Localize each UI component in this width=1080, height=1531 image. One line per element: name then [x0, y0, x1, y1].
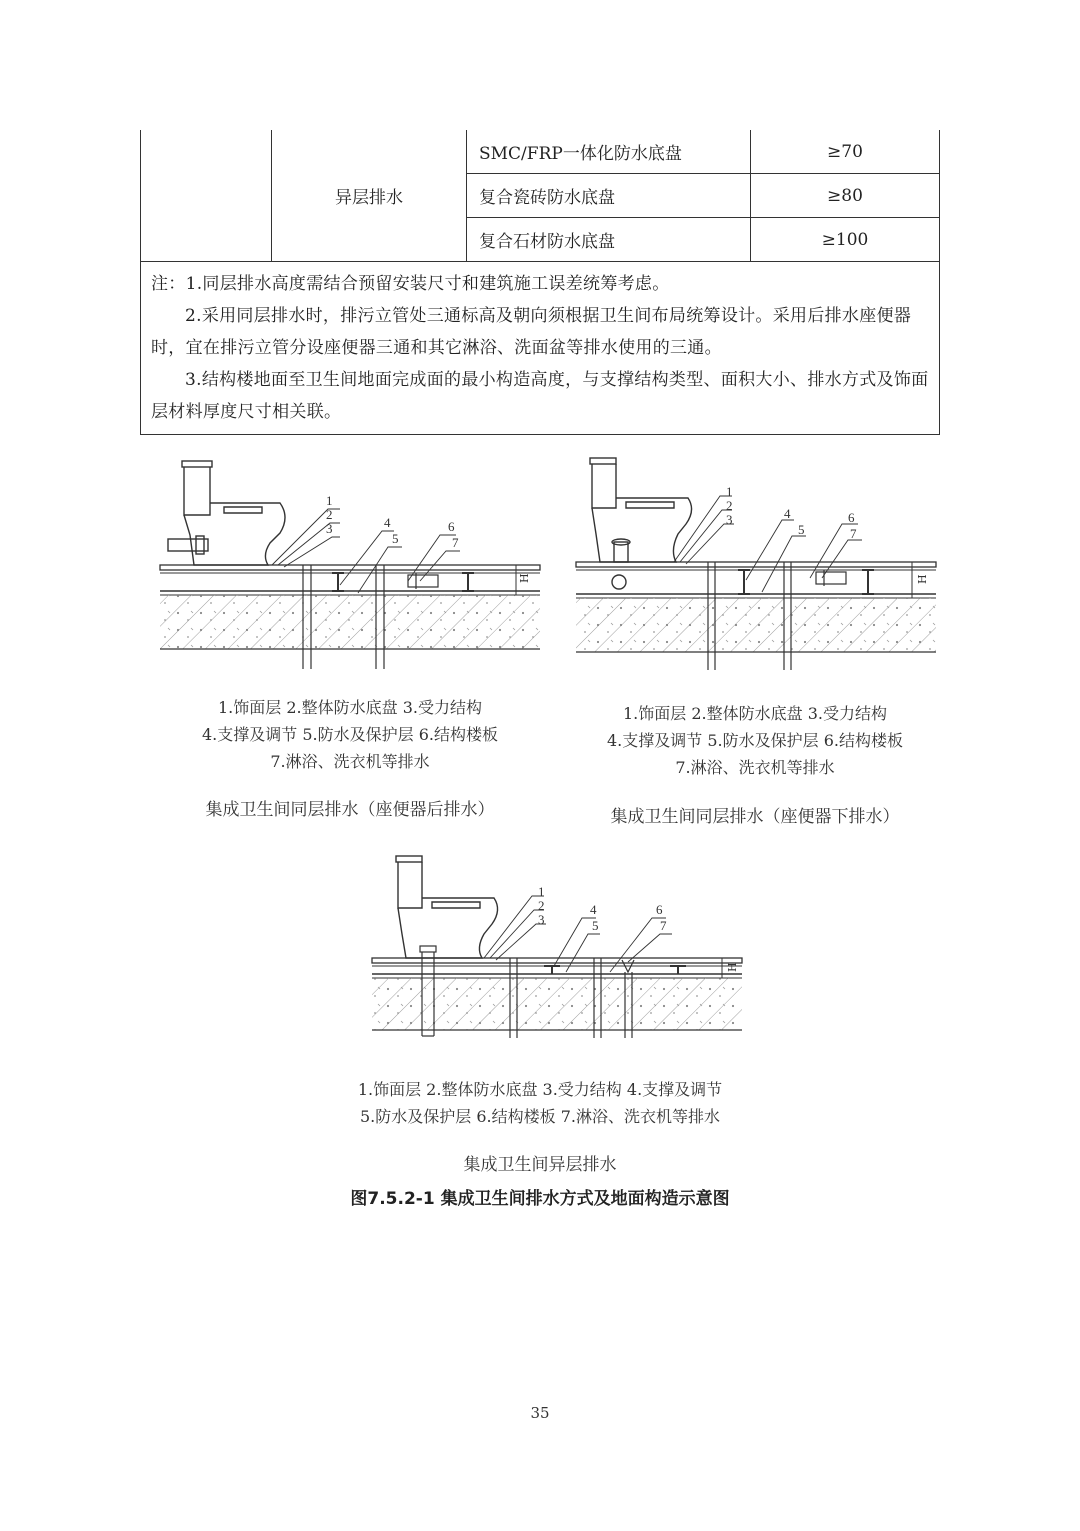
legend-line: 1.饰面层 2.整体防水底盘 3.受力结构 4.支撑及调节: [357, 1080, 723, 1099]
note-2: 2.采用同层排水时，排污立管处三通标高及朝向须根据卫生间布局统筹设计。采用后排水座便器时，宜在排污立管分设座便器三通和其它淋浴、洗面盆等排水使用的三通。: [151, 306, 912, 358]
legend-line: 4.支撑及调节 5.防水及保护层 6.结构楼板: [607, 731, 903, 750]
toilet-drawing: [168, 461, 285, 565]
height-value-cell: ≥100: [751, 218, 940, 262]
callout-6: 6: [848, 510, 855, 525]
callout-4: 4: [784, 506, 791, 521]
fig3-legend: [270, 1076, 810, 1130]
legend-line: 7.淋浴、洗衣机等排水: [270, 752, 430, 771]
page-number: 35: [530, 1404, 550, 1422]
height-label: H: [916, 574, 929, 584]
callout-1: 1: [538, 884, 545, 899]
callout-5: 5: [798, 522, 805, 537]
callout-7: 7: [850, 526, 857, 541]
height-label: H: [518, 573, 531, 583]
callout-1: 1: [326, 493, 333, 508]
figure-same-floor-bottom-drain: [570, 450, 950, 675]
legend-line: 1.饰面层 2.整体防水底盘 3.受力结构: [218, 698, 482, 717]
figure-title: 图7.5.2-1 集成卫生间排水方式及地面构造示意图: [350, 1189, 730, 1209]
fig2-caption: 集成卫生间同层排水（座便器下排水）: [610, 807, 900, 827]
callout-4: 4: [590, 902, 597, 917]
callout-5: 5: [592, 918, 599, 933]
callout-2: 2: [326, 507, 333, 522]
material-cell: 复合瓷砖防水底盘: [467, 174, 751, 218]
legend-line: 5.防水及保护层 6.结构楼板 7.淋浴、洗衣机等排水: [360, 1107, 720, 1126]
callout-3: 3: [538, 912, 545, 927]
fig1-legend: [140, 694, 560, 775]
callout-6: 6: [448, 519, 455, 534]
table-row: [141, 130, 940, 174]
callout-3: 3: [326, 521, 333, 536]
fig1-caption: 集成卫生间同层排水（座便器后排水）: [205, 800, 495, 820]
height-value-cell: ≥80: [751, 174, 940, 218]
callout-7: 7: [452, 535, 459, 550]
height-value-cell: ≥70: [751, 130, 940, 174]
drainage-height-table: [140, 130, 940, 435]
material-cell: 复合石材防水底盘: [467, 218, 751, 262]
callout-4: 4: [384, 515, 391, 530]
height-label: H: [726, 962, 739, 972]
legend-line: 4.支撑及调节 5.防水及保护层 6.结构楼板: [202, 725, 498, 744]
material-cell: SMC/FRP一体化防水底盘: [467, 130, 751, 174]
toilet-drawing: [590, 458, 692, 589]
table-notes: [141, 262, 940, 435]
fig3-caption: 集成卫生间异层排水: [463, 1155, 617, 1175]
note-3: 3.结构楼地面至卫生间地面完成面的最小构造高度，与支撑结构类型、面积大小、排水方式及饰面层材料厚度尺寸相关联。: [151, 370, 929, 422]
callout-6: 6: [656, 902, 663, 917]
callout-1: 1: [726, 484, 733, 499]
table-blank-cell: [141, 130, 272, 262]
toilet-drawing: [396, 856, 498, 958]
fig2-legend: [545, 700, 965, 781]
row-group-label: 异层排水: [272, 130, 467, 262]
callout-7: 7: [660, 918, 667, 933]
notes-row: [141, 262, 940, 435]
legend-line: 1.饰面层 2.整体防水底盘 3.受力结构: [623, 704, 887, 723]
callout-2: 2: [726, 498, 733, 513]
callout-5: 5: [392, 531, 399, 546]
callout-3: 3: [726, 512, 733, 527]
figure-same-floor-rear-drain: [150, 455, 550, 670]
figure-different-floor-drain: [360, 848, 760, 1048]
callout-2: 2: [538, 898, 545, 913]
legend-line: 7.淋浴、洗衣机等排水: [675, 758, 835, 777]
note-1: 注：1.同层排水高度需结合预留安装尺寸和建筑施工误差统筹考虑。: [151, 274, 670, 294]
